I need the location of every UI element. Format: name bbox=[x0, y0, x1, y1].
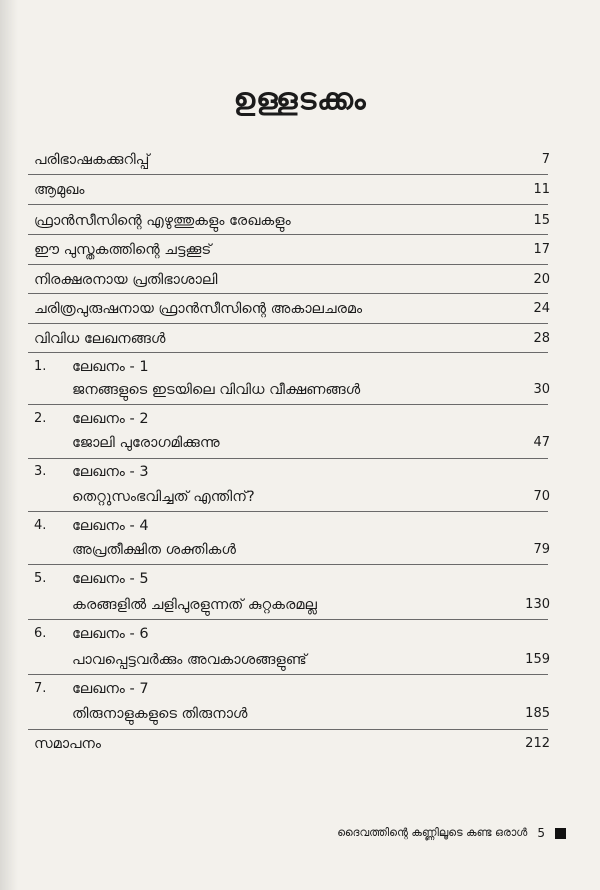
toc-entry-label: പരിഭാഷകക്കുറിപ്പ് bbox=[34, 152, 150, 168]
toc-item-number: 2. bbox=[34, 411, 47, 426]
toc-entry-page: 11 bbox=[533, 182, 550, 197]
black-square-icon bbox=[555, 828, 566, 839]
toc-entry-page: 212 bbox=[525, 736, 550, 751]
divider bbox=[28, 323, 548, 324]
toc-entry-page: 20 bbox=[533, 272, 550, 287]
page-footer bbox=[337, 826, 566, 840]
toc-item-title: ലേഖനം - 5 bbox=[72, 571, 149, 587]
divider bbox=[28, 264, 548, 265]
toc-item-subtitle: പാവപ്പെട്ടവർക്കും അവകാശങ്ങളുണ്ട് bbox=[72, 652, 307, 668]
toc-entry-page: 15 bbox=[533, 213, 550, 228]
toc-entry-page: 7 bbox=[541, 152, 550, 167]
toc-item-title: ലേഖനം - 4 bbox=[72, 518, 149, 534]
toc-item-page: 47 bbox=[533, 435, 550, 450]
toc-item-number: 3. bbox=[34, 464, 47, 479]
toc-item-number: 5. bbox=[34, 571, 47, 586]
toc-item-number: 1. bbox=[34, 359, 47, 374]
toc-item-number: 6. bbox=[34, 626, 47, 641]
page-number: 5 bbox=[537, 826, 545, 840]
running-title: ദൈവത്തിന്റെ കണ്ണിലൂടെ കണ്ട ഒരാൾ bbox=[337, 826, 528, 839]
toc-item-number: 4. bbox=[34, 518, 47, 533]
toc-item-number: 7. bbox=[34, 681, 47, 696]
divider bbox=[28, 564, 548, 565]
toc-item-page: 185 bbox=[525, 706, 550, 721]
toc-item-subtitle: കരങ്ങളിൽ ചളിപുരളുന്നത് കുറ്റകരമല്ല bbox=[72, 597, 317, 613]
divider bbox=[28, 174, 548, 175]
toc-item-title: ലേഖനം - 3 bbox=[72, 464, 149, 480]
toc-item-title: ലേഖനം - 7 bbox=[72, 681, 149, 697]
divider bbox=[28, 729, 548, 730]
toc-item-page: 79 bbox=[533, 542, 550, 557]
toc-entry-label: സമാപനം bbox=[34, 736, 101, 752]
divider bbox=[28, 234, 548, 235]
divider bbox=[28, 511, 548, 512]
divider bbox=[28, 204, 548, 205]
divider bbox=[28, 674, 548, 675]
toc-item-subtitle: തെറ്റുസംഭവിച്ചത് എന്തിന്? bbox=[72, 489, 255, 505]
divider bbox=[28, 619, 548, 620]
toc-item-subtitle: ജോലി പുരോഗമിക്കുന്നു bbox=[72, 435, 220, 451]
toc-entry-label: ആമുഖം bbox=[34, 182, 85, 198]
divider bbox=[28, 458, 548, 459]
toc-item-page: 159 bbox=[525, 652, 550, 667]
divider bbox=[28, 352, 548, 353]
toc-item-subtitle: അപ്രതീക്ഷിത ശക്തികൾ bbox=[72, 542, 236, 558]
toc-item-subtitle: തിരുനാളുകളുടെ തിരുനാൾ bbox=[72, 706, 248, 722]
page-title: ഉള്ളടക്കം bbox=[233, 82, 367, 117]
toc-entry-label: നിരക്ഷരനായ പ്രതിഭാശാലി bbox=[34, 272, 218, 288]
toc-entry-label: ഈ പുസ്തകത്തിന്റെ ചട്ടക്കൂട് bbox=[34, 242, 212, 258]
toc-item-page: 130 bbox=[525, 597, 550, 612]
toc-entry-page: 24 bbox=[533, 301, 550, 316]
toc-item-title: ലേഖനം - 1 bbox=[72, 359, 149, 375]
toc-entry-page: 17 bbox=[533, 242, 550, 257]
toc-item-title: ലേഖനം - 2 bbox=[72, 411, 149, 427]
divider bbox=[28, 404, 548, 405]
toc-item-page: 70 bbox=[533, 489, 550, 504]
toc-entry-label: വിവിധ ലേഖനങ്ങൾ bbox=[34, 331, 166, 347]
toc-entry-page: 28 bbox=[533, 331, 550, 346]
toc-entry-label: ചരിത്രപുരുഷനായ ഫ്രാൻസീസിന്റെ അകാലചരമം bbox=[34, 301, 363, 317]
divider bbox=[28, 293, 548, 294]
toc-item-page: 30 bbox=[533, 382, 550, 397]
toc-item-title: ലേഖനം - 6 bbox=[72, 626, 149, 642]
toc-item-subtitle: ജനങ്ങളുടെ ഇടയിലെ വിവിധ വീക്ഷണങ്ങൾ bbox=[72, 382, 361, 398]
toc-entry-label: ഫ്രാൻസീസിന്റെ എഴുത്തുകളും രേഖകളും bbox=[34, 213, 291, 229]
